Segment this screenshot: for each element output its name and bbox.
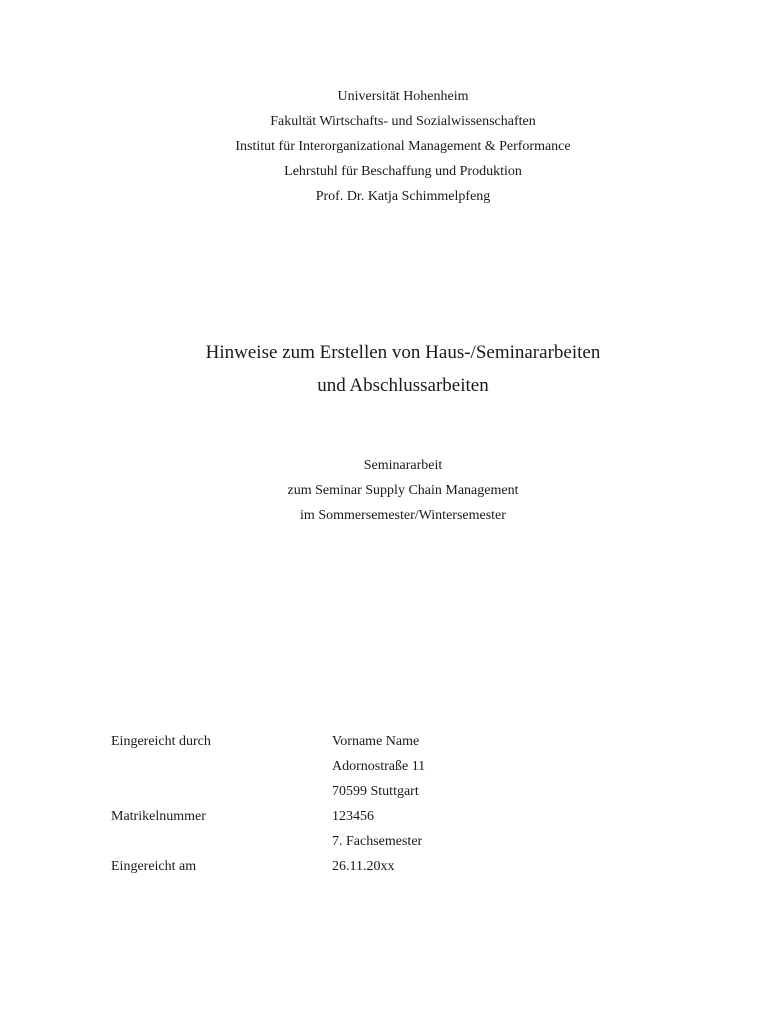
info-value-street: Adornostraße 11 (332, 759, 426, 774)
info-label-submitted-on: Eingereicht am (111, 859, 197, 874)
faculty-name: Fakultät Wirtschafts- und Sozialwissenschaften (270, 114, 536, 129)
info-value-matriculation-number: 123456 (332, 809, 374, 824)
professor-name: Prof. Dr. Katja Schimmelpfeng (315, 189, 491, 204)
document-subtitle (0, 453, 770, 528)
title-line-2: und Abschlussarbeiten (317, 375, 489, 396)
info-value-city: 70599 Stuttgart (332, 784, 419, 799)
info-label-submitted-by: Eingereicht durch (111, 734, 211, 749)
chair-name: Lehrstuhl für Beschaffung und Produktion (284, 164, 522, 179)
seminar-name: zum Seminar Supply Chain Management (287, 483, 519, 498)
info-value-semester: 7. Fachsemester (332, 834, 423, 849)
university-name: Universität Hohenheim (337, 89, 469, 104)
paper-type: Seminararbeit (363, 458, 443, 473)
info-value-name: Vorname Name (332, 734, 420, 749)
institution-header (0, 84, 770, 209)
institute-name: Institut für Interorganizational Management & Performance (235, 139, 571, 154)
info-label-matriculation: Matrikelnummer (111, 809, 206, 824)
document-title (0, 336, 770, 402)
info-value-date: 26.11.20xx (332, 859, 395, 874)
semester-name: im Sommersemester/Wintersemester (300, 508, 506, 523)
title-line-1: Hinweise zum Erstellen von Haus-/Seminararbeiten (205, 342, 601, 363)
